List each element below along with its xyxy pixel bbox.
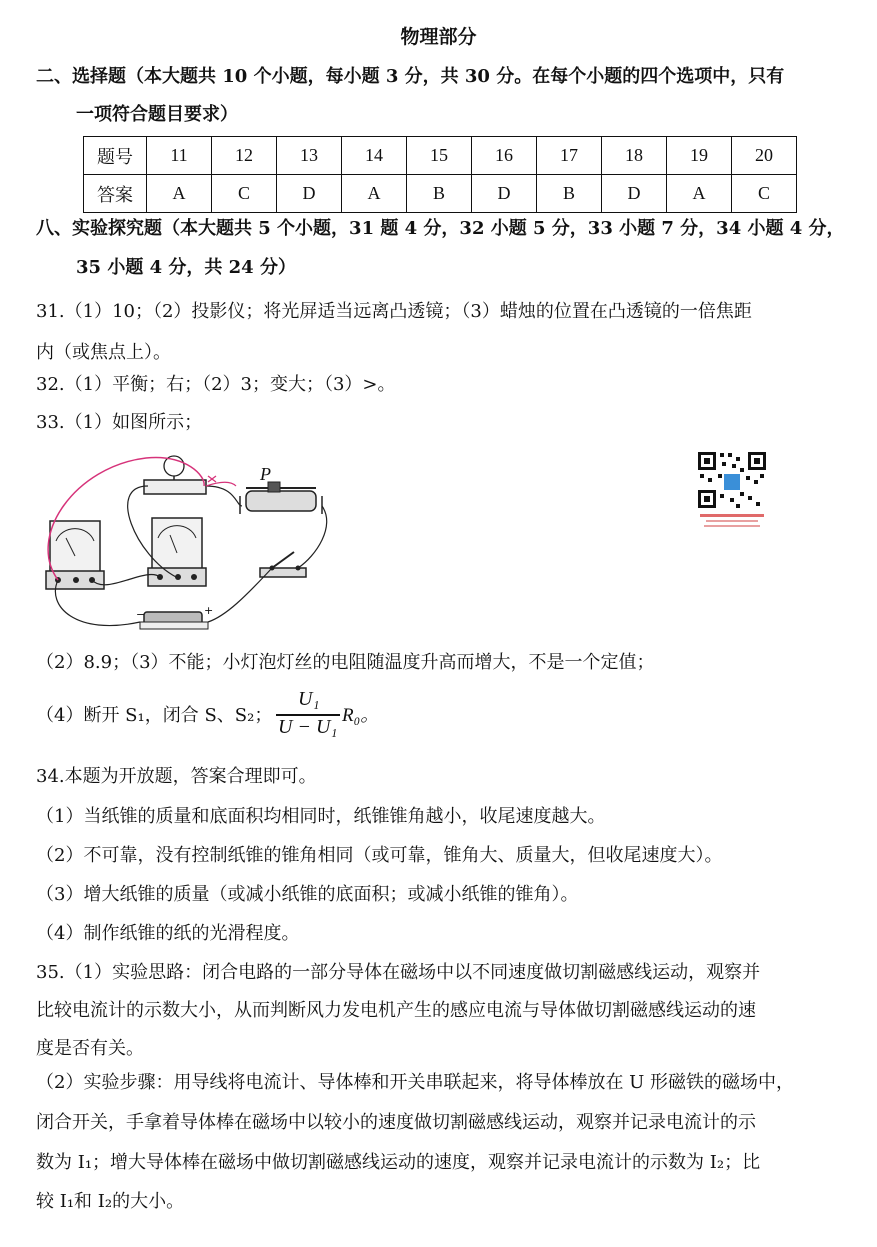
table-cell: 18 bbox=[602, 137, 667, 175]
fraction-suffix: R₀。 bbox=[342, 705, 380, 726]
q34-line: （4）制作纸锥的纸的光滑程度。 bbox=[36, 923, 300, 944]
row-label-answer: 答案 bbox=[84, 175, 147, 213]
table-cell: C bbox=[732, 175, 797, 213]
section2-heading: 二、选择题（本大题共 10 个小题，每小题 3 分，共 30 分。在每个小题的四个选项中，只有 bbox=[36, 66, 785, 87]
q31-line: 31.（1）10；（2）投影仪；将光屏适当远离凸透镜；（3）蜡烛的位置在凸透镜的一倍焦距 bbox=[36, 301, 752, 322]
rheostat-label-p: P bbox=[260, 464, 271, 484]
section8-heading-cont: 35 小题 4 分，共 24 分） bbox=[76, 257, 296, 278]
q35-line: 35.（1）实验思路：闭合电路的一部分导体在磁场中以不同速度做切割磁感线运动，观察并 bbox=[36, 962, 761, 983]
table-cell: A bbox=[342, 175, 407, 213]
q31-line: 内（或焦点上）。 bbox=[36, 342, 171, 363]
q35-line: 闭合开关，手拿着导体棒在磁场中以较小的速度做切割磁感线运动，观察并记录电流计的示 bbox=[36, 1112, 756, 1133]
q33-line: （4）断开 S₁，闭合 S、S₂； bbox=[36, 705, 273, 726]
q34-line: 34.本题为开放题，答案合理即可。 bbox=[36, 766, 317, 787]
q34-line: （3）增大纸锥的质量（或减小纸锥的底面积；或减小纸锥的锥角）。 bbox=[36, 884, 579, 905]
q33-line: （2）8.9；（3）不能；小灯泡灯丝的电阻随温度升高而增大，不是一个定值； bbox=[36, 652, 655, 673]
q35-line: 较 I₁和 I₂的大小。 bbox=[36, 1191, 185, 1212]
svg-text:−: − bbox=[136, 608, 146, 621]
table-cell: B bbox=[537, 175, 602, 213]
table-cell: 19 bbox=[667, 137, 732, 175]
table-cell: 17 bbox=[537, 137, 602, 175]
row-label-number: 题号 bbox=[84, 137, 147, 175]
circuit-diagram bbox=[36, 446, 366, 636]
table-cell: 13 bbox=[277, 137, 342, 175]
table-cell: B bbox=[407, 175, 472, 213]
table-cell: 11 bbox=[147, 137, 212, 175]
page-title: 物理部分 bbox=[400, 26, 477, 48]
q34-line: （1）当纸锥的质量和底面积均相同时，纸锥锥角越小，收尾速度越大。 bbox=[36, 806, 606, 827]
table-cell: D bbox=[277, 175, 342, 213]
table-cell: C bbox=[212, 175, 277, 213]
table-cell: A bbox=[667, 175, 732, 213]
q32-line: 32.（1）平衡；右；（2）3；变大；（3）>。 bbox=[36, 374, 396, 395]
table-cell: 16 bbox=[472, 137, 537, 175]
section2-heading-cont: 一项符合题目要求） bbox=[76, 104, 238, 125]
qr-code-icon bbox=[696, 450, 768, 530]
rheostat-icon bbox=[240, 482, 322, 514]
table-cell: D bbox=[602, 175, 667, 213]
fraction-numerator: U₁ bbox=[298, 688, 320, 710]
q35-line: 数为 I₁；增大导体棒在磁场中做切割磁感线运动的速度，观察并记录电流计的示数为 I₂；比 bbox=[36, 1152, 761, 1173]
q34-line: （2）不可靠，没有控制纸锥的锥角相同（或可靠，锥角大、质量大，但收尾速度大）。 bbox=[36, 845, 723, 866]
table-row bbox=[84, 137, 797, 175]
answer-table bbox=[83, 136, 797, 213]
table-cell: 20 bbox=[732, 137, 797, 175]
q35-line: 比较电流计的示数大小，从而判断风力发电机产生的感应电流与导体做切割磁感线运动的速 bbox=[36, 1000, 756, 1021]
table-cell: D bbox=[472, 175, 537, 213]
table-cell: A bbox=[147, 175, 212, 213]
bulb-base bbox=[144, 480, 206, 494]
voltmeter-icon bbox=[46, 521, 104, 589]
table-cell: 14 bbox=[342, 137, 407, 175]
fraction-denominator: U − U₁ bbox=[278, 716, 338, 738]
battery-icon bbox=[136, 604, 213, 629]
q33-line: 33.（1）如图所示； bbox=[36, 412, 203, 433]
cross-mark-icon bbox=[208, 476, 216, 482]
table-cell: 12 bbox=[212, 137, 277, 175]
q35-line: （2）实验步骤：用导线将电流计、导体棒和开关串联起来，将导体棒放在 U 形磁铁的磁场中， bbox=[36, 1072, 795, 1093]
table-row bbox=[84, 175, 797, 213]
q35-line: 度是否有关。 bbox=[36, 1038, 144, 1059]
section8-heading: 八、实验探究题（本大题共 5 个小题，31 题 4 分，32 小题 5 分，33 小题 7 分，34 小题 4 分， bbox=[36, 218, 845, 239]
table-cell: 15 bbox=[407, 137, 472, 175]
svg-text:+: + bbox=[204, 604, 214, 617]
